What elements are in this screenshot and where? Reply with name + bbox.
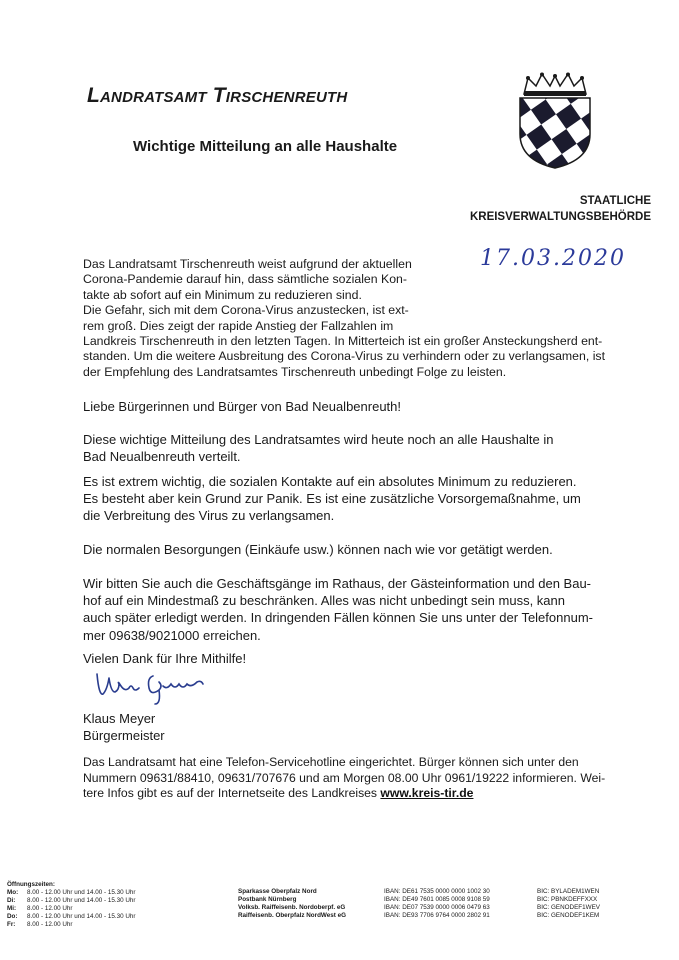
authority-line: STAATLICHE [579, 195, 651, 207]
text-line: Wir bitten Sie auch die Geschäftsgänge im Rathaus, der Gästeinformation und den Bau- [83, 576, 592, 591]
intro-paragraph [83, 257, 605, 380]
signer-name: Klaus Meyer [83, 711, 156, 726]
text-line: Corona-Pandemie darauf hin, dass sämtliche sozialen Kon- [83, 272, 407, 287]
signer-role: Bürgermeister [83, 728, 165, 743]
day-label: Mi: [7, 905, 17, 912]
hours-row [7, 913, 136, 921]
bank-ibans [384, 888, 490, 920]
text-line: Es besteht aber kein Grund zur Panik. Es ist eine zusätzliche Vorsorgemaßnahme, um [83, 491, 581, 507]
bank-bic: BIC: BYLADEM1WEN [537, 888, 600, 895]
distribution-paragraph [83, 431, 553, 465]
hours-row [7, 921, 136, 929]
text-line: Es ist extrem wichtig, die sozialen Kontakte auf ein absolutes Minimum zu reduzieren. [83, 474, 577, 489]
contacts-paragraph [83, 473, 581, 525]
coat-of-arms-icon [514, 72, 596, 170]
hours-time: 8.00 - 12.00 Uhr [27, 921, 73, 928]
text-line: auch später erledigt werden. In dringenden Fällen können Sie uns unter der Telefonnum- [83, 610, 593, 626]
signature-image [93, 666, 213, 706]
handwritten-date: 17.03.2020 [480, 246, 626, 271]
shopping-paragraph: Die normalen Besorgungen (Einkäufe usw.) können nach wie vor getätigt werden. [83, 542, 553, 557]
hours-time: 8.00 - 12.00 Uhr und 14.00 - 15.30 Uhr [27, 897, 136, 904]
thanks-line: Vielen Dank für Ihre Mithilfe! [83, 651, 247, 666]
text-line: der Empfehlung des Landratsamtes Tirschenreuth unbedingt Folge zu leisten. [83, 364, 507, 379]
bank-name: Volksb. Raiffeisenb. Nordoberpf. eG [238, 904, 346, 911]
opening-hours [7, 881, 136, 929]
page-title: Landratsamt Tirschenreuth [87, 84, 348, 107]
text-line: Diese wichtige Mitteilung des Landratsamtes wird heute noch an alle Haushalte in [83, 432, 554, 447]
authority-line: KREISVERWALTUNGSBEHÖRDE [469, 211, 651, 223]
text-line: Nummern 09631/88410, 09631/707676 und am Morgen 08.00 Uhr 0961/19222 informieren. Wei- [83, 770, 606, 785]
hotline-notice [83, 755, 605, 802]
text-line: takte ab sofort auf ein Minimum zu reduzieren sind. [83, 287, 362, 302]
text-fragment: tere Infos gibt es auf der Internetseite des Landkreises [83, 786, 381, 801]
authority-label [401, 193, 651, 225]
website-link[interactable]: www.kreis-tir.de [380, 786, 474, 801]
bank-name: Sparkasse Oberpfalz Nord [238, 888, 317, 895]
bank-iban: IBAN: DE61 7535 0000 0000 1002 30 [384, 888, 490, 895]
bank-iban: IBAN: DE07 7539 0000 0006 0479 63 [384, 904, 490, 911]
bank-names [238, 888, 346, 920]
text-line: Die Gefahr, sich mit dem Corona-Virus anzustecken, ist ext- [83, 303, 409, 318]
hours-time: 8.00 - 12.00 Uhr [27, 905, 73, 912]
hours-row [7, 905, 136, 913]
text-line: mer 09638/9021000 erreichen. [83, 627, 261, 643]
day-label: Mo: [7, 889, 19, 896]
day-label: Fr: [7, 921, 16, 928]
text-line: Landkreis Tirschenreuth in den letzten Tagen. In Mitterteich ist ein großer Ansteckungsherd ent- [83, 334, 603, 349]
hours-time: 8.00 - 12.00 Uhr und 14.00 - 15.30 Uhr [27, 889, 136, 896]
bank-iban: IBAN: DE93 7706 9764 0000 2802 91 [384, 912, 490, 919]
opening-hours-title: Öffnungszeiten: [7, 881, 55, 888]
text-line: Bad Neualbenreuth verteilt. [83, 449, 241, 465]
text-line: rem groß. Dies zeigt der rapide Anstieg der Fallzahlen im [83, 318, 394, 333]
hours-row [7, 889, 136, 897]
bank-name: Postbank Nürnberg [238, 896, 297, 903]
greeting: Liebe Bürgerinnen und Bürger von Bad Neualbenreuth! [83, 399, 402, 414]
bank-iban: IBAN: DE49 7601 0085 0008 9108 59 [384, 896, 490, 903]
text-line: Das Landratsamt hat eine Telefon-Servicehotline eingerichtet. Bürger können sich unter den [83, 755, 579, 769]
day-label: Do: [7, 913, 18, 920]
text-line [83, 786, 605, 802]
day-label: Di: [7, 897, 16, 904]
bank-bic: BIC: PBNKDEFFXXX [537, 896, 598, 903]
text-line: die Verbreitung des Virus zu verlangsamen. [83, 508, 335, 524]
bank-bic: BIC: GENODEF1KEM [537, 912, 600, 919]
text-line: hof auf ein Mindestmaß zu beschränken. Alles was nicht unbedingt sein muss, kann [83, 593, 565, 609]
town-hall-paragraph [83, 575, 593, 644]
text-line: Das Landratsamt Tirschenreuth weist aufgrund der aktuellen [83, 257, 412, 271]
hours-time: 8.00 - 12.00 Uhr und 14.00 - 15.30 Uhr [27, 913, 136, 920]
text-line: standen. Um die weitere Ausbreitung des Corona-Virus zu verhindern oder zu verlangsamen, ist [83, 349, 605, 364]
hours-row [7, 897, 136, 905]
bank-bic: BIC: GENODEF1WEV [537, 904, 600, 911]
bank-bics [537, 888, 600, 920]
bank-name: Raiffeisenb. Oberpfalz NordWest eG [238, 912, 347, 919]
page-subtitle: Wichtige Mitteilung an alle Haushalte [133, 138, 398, 155]
